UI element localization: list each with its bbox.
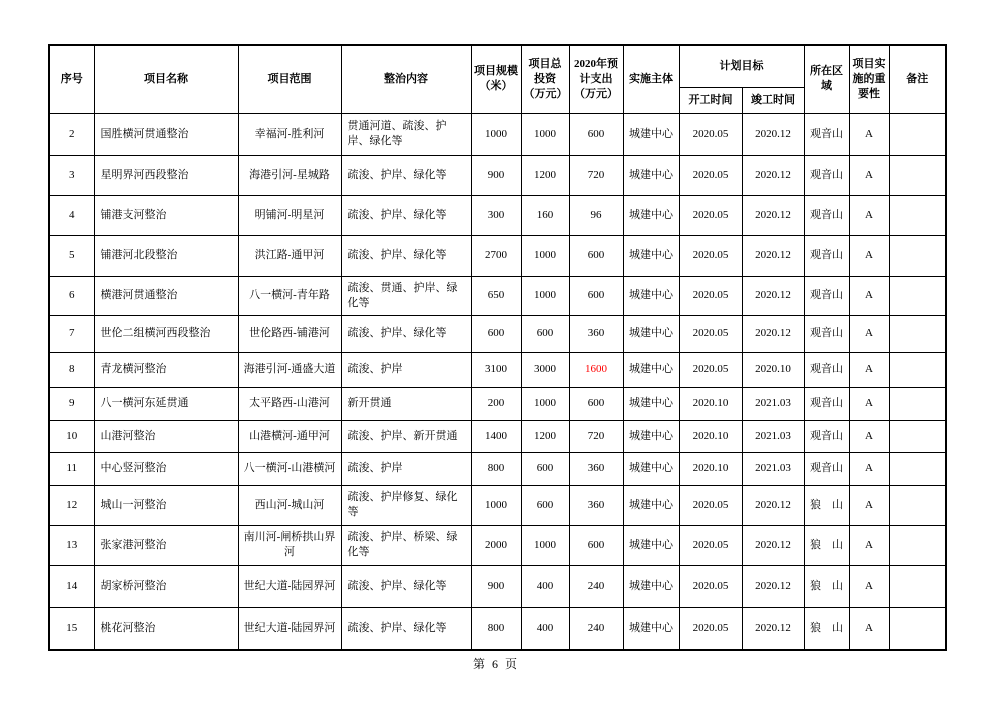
- cell-remark: [889, 113, 946, 155]
- table-row: [49, 276, 946, 315]
- cell-2020-spend: 240: [569, 565, 623, 607]
- cell-2020-spend: 600: [569, 525, 623, 565]
- cell-importance: A: [849, 420, 889, 452]
- cell-entity: 城建中心: [623, 195, 679, 235]
- cell-scale: 800: [471, 607, 521, 650]
- cell-2020-spend: 360: [569, 452, 623, 485]
- cell-remark: [889, 607, 946, 650]
- cell-remark: [889, 315, 946, 352]
- header-serial-no: 序号: [49, 45, 94, 113]
- cell-area: 狼 山: [804, 485, 849, 525]
- cell-remark: [889, 195, 946, 235]
- cell-content: 疏浚、护岸、绿化等: [341, 155, 471, 195]
- cell-entity: 城建中心: [623, 607, 679, 650]
- cell-scale: 2700: [471, 235, 521, 276]
- cell-importance: A: [849, 235, 889, 276]
- cell-investment: 3000: [521, 352, 569, 387]
- table-row: [49, 235, 946, 276]
- cell-2020-spend: 600: [569, 235, 623, 276]
- cell-end-time: 2020.12: [742, 155, 804, 195]
- cell-start-time: 2020.05: [679, 565, 742, 607]
- cell-serial-no: 9: [49, 387, 94, 420]
- table-row: [49, 420, 946, 452]
- cell-investment: 400: [521, 565, 569, 607]
- cell-project-name: 铺港河北段整治: [94, 235, 238, 276]
- cell-investment: 1000: [521, 235, 569, 276]
- table-row: [49, 387, 946, 420]
- cell-serial-no: 13: [49, 525, 94, 565]
- table-row: [49, 452, 946, 485]
- cell-range: 八一横河-青年路: [238, 276, 341, 315]
- cell-scale: 1000: [471, 113, 521, 155]
- cell-remark: [889, 352, 946, 387]
- cell-importance: A: [849, 452, 889, 485]
- cell-content: 疏浚、护岸修复、绿化等: [341, 485, 471, 525]
- cell-scale: 1000: [471, 485, 521, 525]
- cell-remark: [889, 565, 946, 607]
- cell-end-time: 2020.12: [742, 113, 804, 155]
- cell-investment: 1000: [521, 113, 569, 155]
- cell-scale: 1400: [471, 420, 521, 452]
- cell-importance: A: [849, 315, 889, 352]
- cell-start-time: 2020.05: [679, 235, 742, 276]
- cell-investment: 600: [521, 315, 569, 352]
- cell-start-time: 2020.05: [679, 352, 742, 387]
- cell-serial-no: 4: [49, 195, 94, 235]
- cell-scale: 900: [471, 565, 521, 607]
- cell-importance: A: [849, 607, 889, 650]
- cell-serial-no: 3: [49, 155, 94, 195]
- cell-remark: [889, 155, 946, 195]
- cell-importance: A: [849, 565, 889, 607]
- header-2020-spend: 2020年预计支出（万元）: [569, 45, 623, 113]
- cell-entity: 城建中心: [623, 387, 679, 420]
- cell-content: 新开贯通: [341, 387, 471, 420]
- cell-importance: A: [849, 155, 889, 195]
- cell-content: 贯通河道、疏浚、护岸、绿化等: [341, 113, 471, 155]
- table-row: [49, 352, 946, 387]
- cell-end-time: 2020.12: [742, 525, 804, 565]
- table-row: [49, 485, 946, 525]
- cell-area: 狼 山: [804, 565, 849, 607]
- cell-area: 观音山: [804, 113, 849, 155]
- header-content: 整治内容: [341, 45, 471, 113]
- cell-serial-no: 14: [49, 565, 94, 607]
- cell-end-time: 2020.12: [742, 565, 804, 607]
- cell-project-name: 铺港支河整治: [94, 195, 238, 235]
- cell-range: 海港引河-通盛大道: [238, 352, 341, 387]
- cell-end-time: 2021.03: [742, 452, 804, 485]
- header-project-name: 项目名称: [94, 45, 238, 113]
- cell-investment: 1000: [521, 387, 569, 420]
- cell-serial-no: 5: [49, 235, 94, 276]
- cell-entity: 城建中心: [623, 420, 679, 452]
- cell-content: 疏浚、护岸、绿化等: [341, 235, 471, 276]
- header-area: 所在区域: [804, 45, 849, 113]
- table-header: [49, 45, 946, 113]
- cell-entity: 城建中心: [623, 276, 679, 315]
- table-body: [49, 113, 946, 650]
- cell-range: 西山河-城山河: [238, 485, 341, 525]
- header-remark: 备注: [889, 45, 946, 113]
- cell-2020-spend: 600: [569, 387, 623, 420]
- table-row: [49, 155, 946, 195]
- cell-importance: A: [849, 276, 889, 315]
- cell-remark: [889, 235, 946, 276]
- cell-end-time: 2020.12: [742, 315, 804, 352]
- cell-end-time: 2021.03: [742, 420, 804, 452]
- cell-area: 观音山: [804, 420, 849, 452]
- header-start-time: 开工时间: [679, 87, 742, 113]
- cell-2020-spend: 240: [569, 607, 623, 650]
- cell-investment: 400: [521, 607, 569, 650]
- cell-investment: 160: [521, 195, 569, 235]
- cell-project-name: 国胜横河贯通整治: [94, 113, 238, 155]
- table-row: [49, 195, 946, 235]
- cell-scale: 900: [471, 155, 521, 195]
- cell-entity: 城建中心: [623, 155, 679, 195]
- table-row: [49, 607, 946, 650]
- header-entity: 实施主体: [623, 45, 679, 113]
- cell-range: 洪江路-通甲河: [238, 235, 341, 276]
- cell-start-time: 2020.05: [679, 525, 742, 565]
- cell-investment: 1000: [521, 525, 569, 565]
- cell-start-time: 2020.05: [679, 113, 742, 155]
- cell-2020-spend: 720: [569, 420, 623, 452]
- cell-entity: 城建中心: [623, 452, 679, 485]
- cell-scale: 200: [471, 387, 521, 420]
- table-row: [49, 565, 946, 607]
- cell-content: 疏浚、护岸: [341, 352, 471, 387]
- cell-scale: 650: [471, 276, 521, 315]
- cell-end-time: 2020.12: [742, 276, 804, 315]
- project-table: [48, 44, 947, 651]
- cell-importance: A: [849, 387, 889, 420]
- cell-importance: A: [849, 352, 889, 387]
- cell-scale: 3100: [471, 352, 521, 387]
- cell-content: 疏浚、贯通、护岸、绿化等: [341, 276, 471, 315]
- cell-start-time: 2020.05: [679, 195, 742, 235]
- cell-end-time: 2020.10: [742, 352, 804, 387]
- cell-end-time: 2020.12: [742, 485, 804, 525]
- table-row: [49, 113, 946, 155]
- cell-serial-no: 2: [49, 113, 94, 155]
- header-plan-target: 计划目标: [679, 45, 804, 87]
- cell-2020-spend: 360: [569, 315, 623, 352]
- cell-range: 南川河-闸桥拱山界河: [238, 525, 341, 565]
- cell-end-time: 2020.12: [742, 607, 804, 650]
- cell-remark: [889, 525, 946, 565]
- cell-range: 世纪大道-陆园界河: [238, 607, 341, 650]
- cell-area: 观音山: [804, 195, 849, 235]
- cell-area: 观音山: [804, 315, 849, 352]
- cell-start-time: 2020.10: [679, 387, 742, 420]
- cell-project-name: 胡家桥河整治: [94, 565, 238, 607]
- header-scale: 项目规模（米）: [471, 45, 521, 113]
- header-investment: 项目总投资（万元）: [521, 45, 569, 113]
- page-number: 第 6 页: [472, 657, 519, 671]
- cell-importance: A: [849, 113, 889, 155]
- cell-end-time: 2020.12: [742, 195, 804, 235]
- cell-remark: [889, 387, 946, 420]
- header-row-top: [49, 45, 946, 87]
- cell-range: 太平路西-山港河: [238, 387, 341, 420]
- cell-range: 幸福河-胜利河: [238, 113, 341, 155]
- cell-project-name: 青龙横河整治: [94, 352, 238, 387]
- cell-start-time: 2020.05: [679, 276, 742, 315]
- header-importance: 项目实施的重要性: [849, 45, 889, 113]
- cell-start-time: 2020.05: [679, 155, 742, 195]
- header-project-range: 项目范围: [238, 45, 341, 113]
- cell-project-name: 世伦二组横河西段整治: [94, 315, 238, 352]
- cell-range: 海港引河-星城路: [238, 155, 341, 195]
- cell-serial-no: 8: [49, 352, 94, 387]
- cell-entity: 城建中心: [623, 565, 679, 607]
- cell-start-time: 2020.10: [679, 420, 742, 452]
- header-end-time: 竣工时间: [742, 87, 804, 113]
- cell-project-name: 八一横河东延贯通: [94, 387, 238, 420]
- cell-investment: 1200: [521, 420, 569, 452]
- cell-entity: 城建中心: [623, 525, 679, 565]
- cell-content: 疏浚、护岸、桥梁、绿化等: [341, 525, 471, 565]
- cell-remark: [889, 485, 946, 525]
- cell-investment: 1000: [521, 276, 569, 315]
- cell-project-name: 桃花河整治: [94, 607, 238, 650]
- cell-content: 疏浚、护岸、绿化等: [341, 565, 471, 607]
- cell-project-name: 横港河贯通整治: [94, 276, 238, 315]
- cell-serial-no: 15: [49, 607, 94, 650]
- cell-entity: 城建中心: [623, 485, 679, 525]
- cell-2020-spend: 1600: [569, 352, 623, 387]
- cell-start-time: 2020.10: [679, 452, 742, 485]
- cell-start-time: 2020.05: [679, 607, 742, 650]
- cell-importance: A: [849, 485, 889, 525]
- cell-project-name: 山港河整治: [94, 420, 238, 452]
- cell-range: 明铺河-明星河: [238, 195, 341, 235]
- cell-entity: 城建中心: [623, 113, 679, 155]
- cell-project-name: 张家港河整治: [94, 525, 238, 565]
- cell-range: 山港横河-通甲河: [238, 420, 341, 452]
- cell-2020-spend: 360: [569, 485, 623, 525]
- cell-end-time: 2020.12: [742, 235, 804, 276]
- cell-remark: [889, 420, 946, 452]
- cell-investment: 600: [521, 452, 569, 485]
- cell-range: 世纪大道-陆园界河: [238, 565, 341, 607]
- cell-area: 观音山: [804, 387, 849, 420]
- cell-range: 八一横河-山港横河: [238, 452, 341, 485]
- cell-investment: 600: [521, 485, 569, 525]
- cell-2020-spend: 96: [569, 195, 623, 235]
- cell-2020-spend: 600: [569, 276, 623, 315]
- cell-remark: [889, 452, 946, 485]
- cell-content: 疏浚、护岸、新开贯通: [341, 420, 471, 452]
- cell-content: 疏浚、护岸、绿化等: [341, 195, 471, 235]
- cell-2020-spend: 720: [569, 155, 623, 195]
- cell-entity: 城建中心: [623, 235, 679, 276]
- cell-content: 疏浚、护岸、绿化等: [341, 607, 471, 650]
- cell-project-name: 城山一河整治: [94, 485, 238, 525]
- cell-project-name: 中心竖河整治: [94, 452, 238, 485]
- cell-importance: A: [849, 525, 889, 565]
- cell-serial-no: 10: [49, 420, 94, 452]
- cell-content: 疏浚、护岸、绿化等: [341, 315, 471, 352]
- cell-area: 观音山: [804, 235, 849, 276]
- cell-start-time: 2020.05: [679, 485, 742, 525]
- cell-area: 观音山: [804, 276, 849, 315]
- cell-range: 世伦路西-铺港河: [238, 315, 341, 352]
- cell-area: 狼 山: [804, 525, 849, 565]
- cell-content: 疏浚、护岸: [341, 452, 471, 485]
- cell-scale: 300: [471, 195, 521, 235]
- cell-scale: 2000: [471, 525, 521, 565]
- cell-entity: 城建中心: [623, 315, 679, 352]
- cell-scale: 800: [471, 452, 521, 485]
- cell-importance: A: [849, 195, 889, 235]
- table-row: [49, 525, 946, 565]
- cell-serial-no: 7: [49, 315, 94, 352]
- cell-entity: 城建中心: [623, 352, 679, 387]
- cell-serial-no: 6: [49, 276, 94, 315]
- cell-end-time: 2021.03: [742, 387, 804, 420]
- table-row: [49, 315, 946, 352]
- cell-project-name: 星明界河西段整治: [94, 155, 238, 195]
- cell-investment: 1200: [521, 155, 569, 195]
- cell-area: 观音山: [804, 452, 849, 485]
- cell-area: 狼 山: [804, 607, 849, 650]
- cell-serial-no: 11: [49, 452, 94, 485]
- cell-scale: 600: [471, 315, 521, 352]
- cell-start-time: 2020.05: [679, 315, 742, 352]
- cell-area: 观音山: [804, 352, 849, 387]
- cell-2020-spend: 600: [569, 113, 623, 155]
- cell-serial-no: 12: [49, 485, 94, 525]
- cell-remark: [889, 276, 946, 315]
- cell-area: 观音山: [804, 155, 849, 195]
